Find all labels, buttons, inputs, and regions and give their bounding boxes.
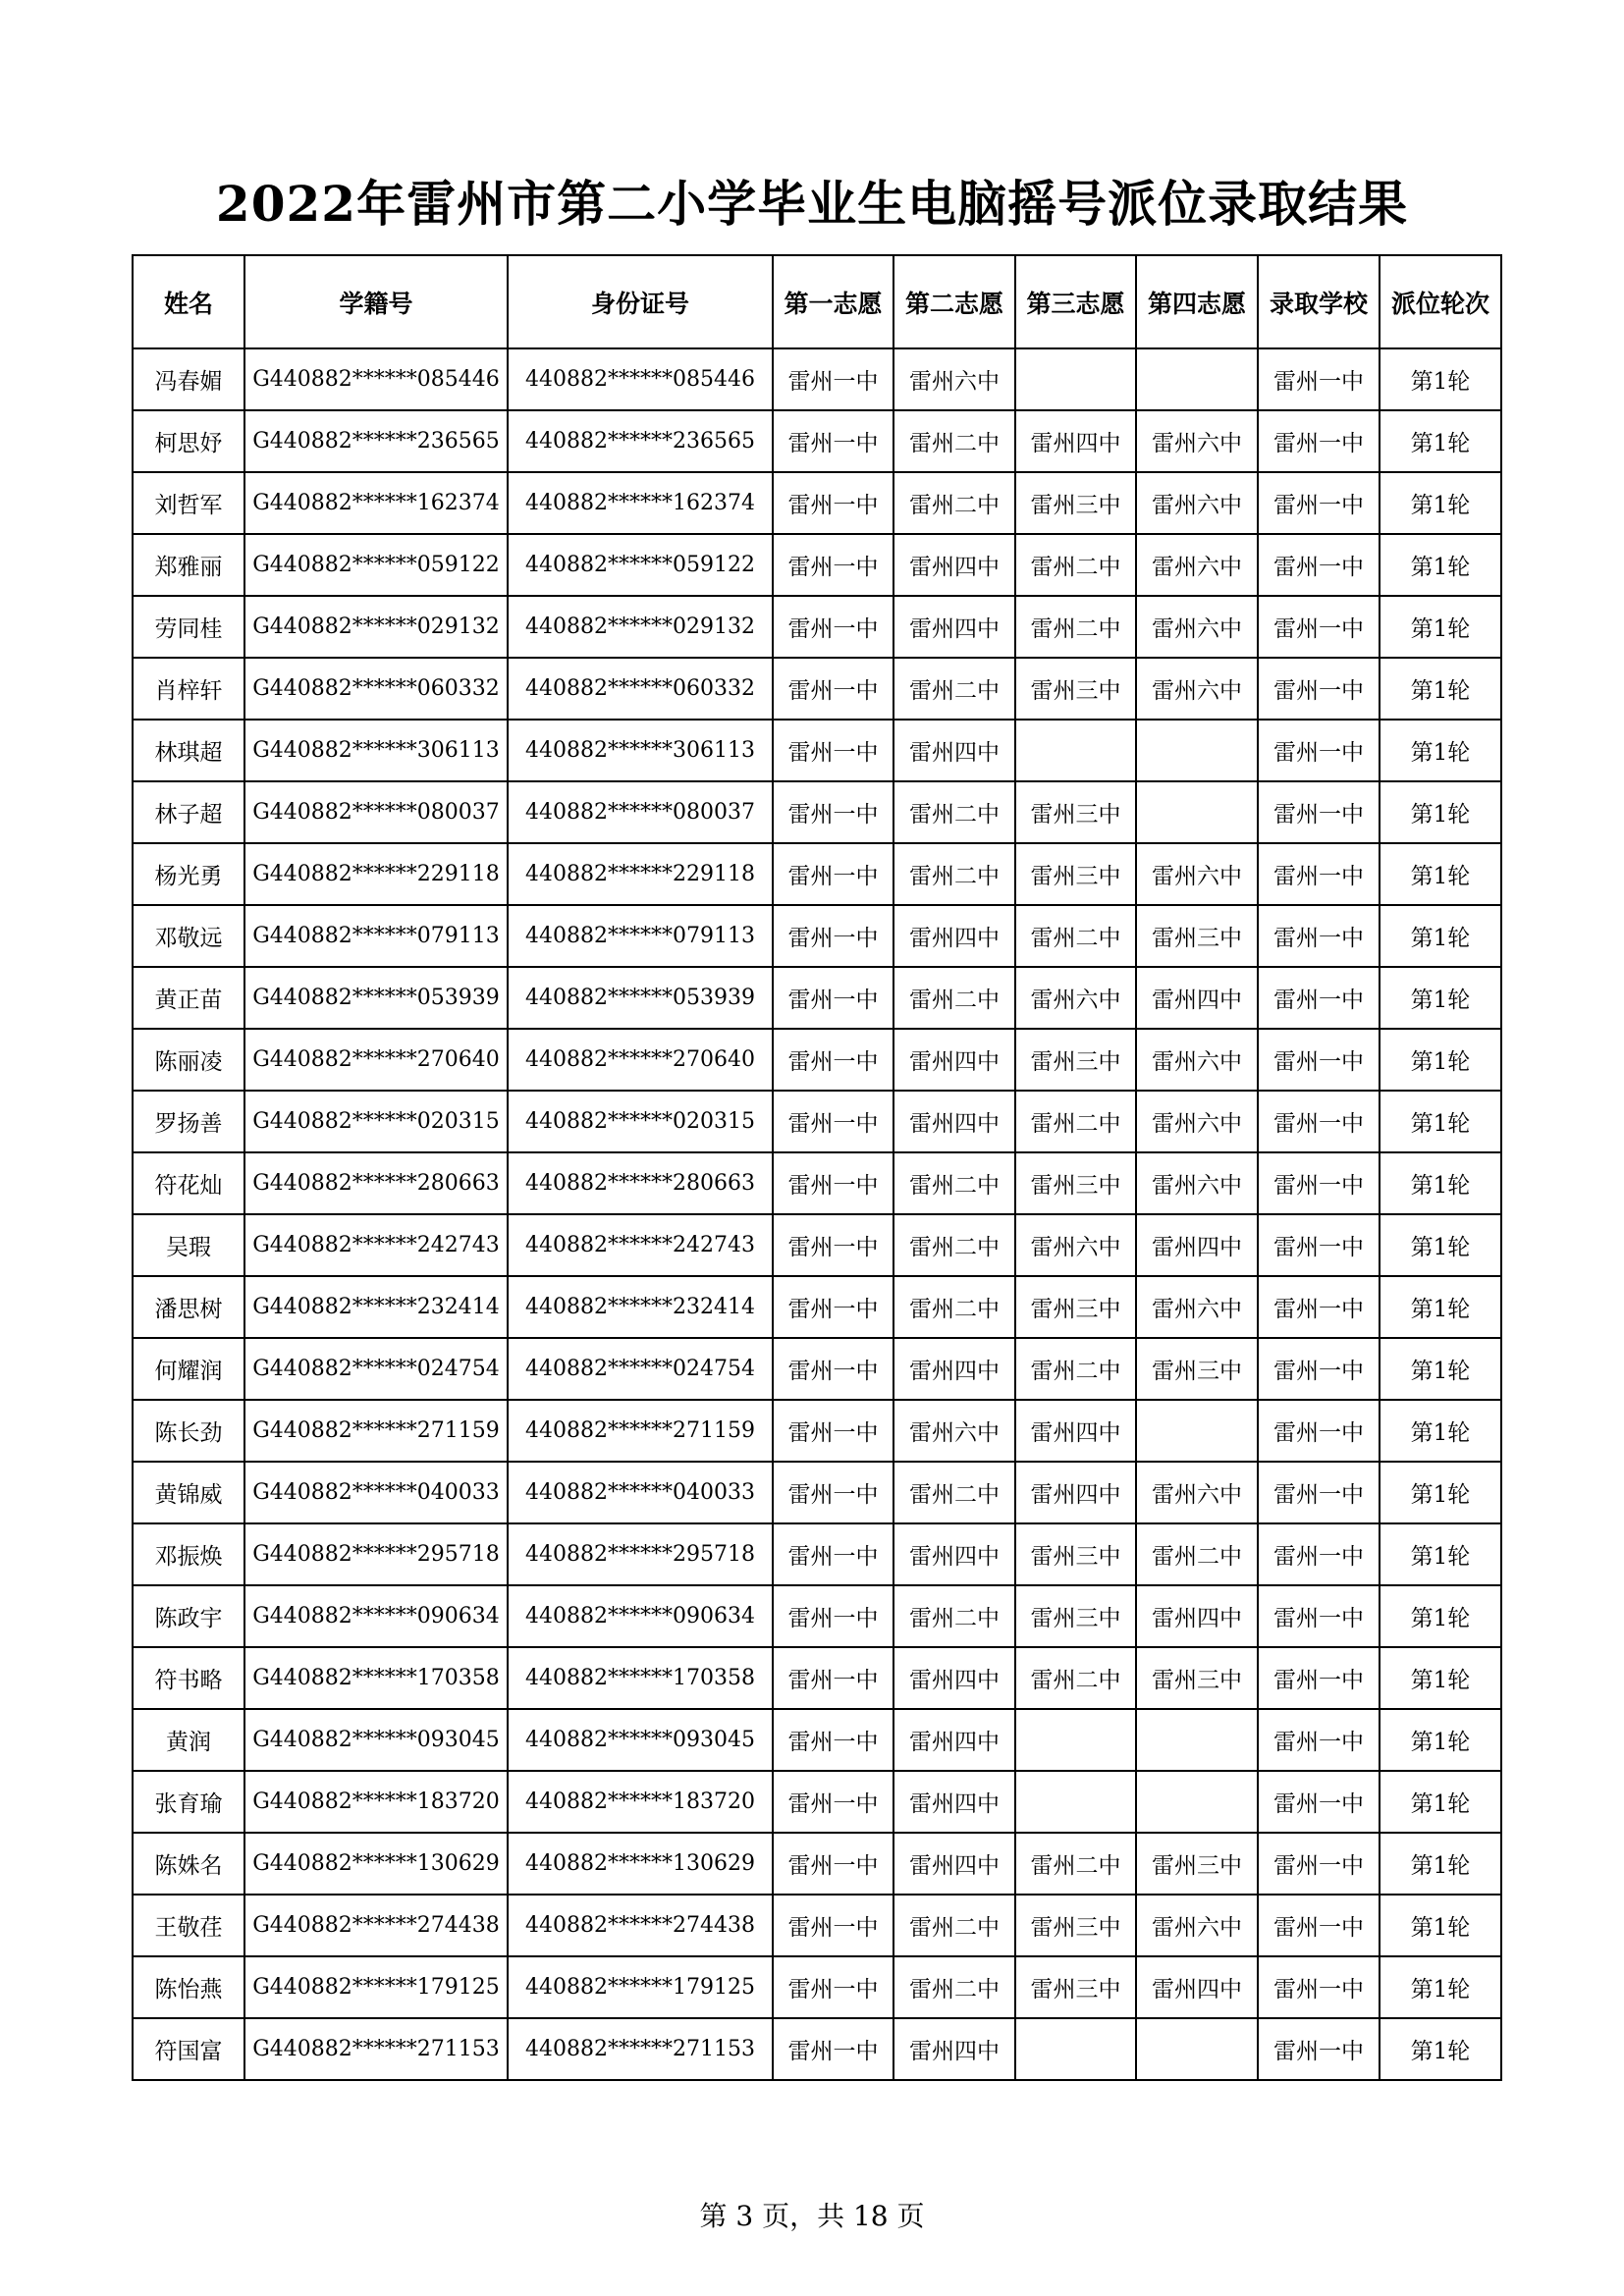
cell-choice-1: 雷州一中: [773, 720, 893, 781]
cell-choice-3: 雷州二中: [1015, 1833, 1136, 1895]
table-row: [133, 720, 1501, 781]
cell-choice-1: 雷州一中: [773, 843, 893, 905]
cell-choice-2: 雷州二中: [893, 781, 1015, 843]
cell-student-id: G440882******093045: [244, 1709, 508, 1771]
cell-student-id: G440882******229118: [244, 843, 508, 905]
table-row: [133, 1091, 1501, 1152]
cell-round: 第1轮: [1380, 1585, 1501, 1647]
cell-student-id: G440882******059122: [244, 534, 508, 596]
cell-choice-4: 雷州六中: [1136, 843, 1258, 905]
cell-choice-4: 雷州二中: [1136, 1523, 1258, 1585]
cell-choice-2: 雷州二中: [893, 1462, 1015, 1523]
cell-round: 第1轮: [1380, 410, 1501, 472]
cell-admitted-school: 雷州一中: [1258, 410, 1380, 472]
table-row: [133, 534, 1501, 596]
cell-student-id: G440882******236565: [244, 410, 508, 472]
cell-choice-2: 雷州二中: [893, 658, 1015, 720]
cell-name: 杨光勇: [133, 843, 244, 905]
cell-student-id: G440882******170358: [244, 1647, 508, 1709]
cell-student-id: G440882******242743: [244, 1214, 508, 1276]
table-body: [133, 348, 1501, 2080]
cell-name: 陈姝名: [133, 1833, 244, 1895]
cell-student-id: G440882******271159: [244, 1400, 508, 1462]
cell-student-id: G440882******090634: [244, 1585, 508, 1647]
cell-choice-2: 雷州二中: [893, 1214, 1015, 1276]
cell-id-card: 440882******080037: [508, 781, 773, 843]
table-row: [133, 1462, 1501, 1523]
table-row: [133, 472, 1501, 534]
page-title: 2022年雷州市第二小学毕业生电脑摇号派位录取结果: [215, 175, 1409, 233]
cell-student-id: G440882******029132: [244, 596, 508, 658]
cell-choice-1: 雷州一中: [773, 905, 893, 967]
cell-choice-1: 雷州一中: [773, 472, 893, 534]
cell-choice-4: 雷州六中: [1136, 596, 1258, 658]
cell-choice-1: 雷州一中: [773, 1029, 893, 1091]
cell-id-card: 440882******295718: [508, 1523, 773, 1585]
table-row: [133, 1276, 1501, 1338]
cell-choice-3: [1015, 2018, 1136, 2080]
cell-admitted-school: 雷州一中: [1258, 905, 1380, 967]
cell-id-card: 440882******183720: [508, 1771, 773, 1833]
cell-id-card: 440882******130629: [508, 1833, 773, 1895]
cell-round: 第1轮: [1380, 1091, 1501, 1152]
cell-round: 第1轮: [1380, 2018, 1501, 2080]
cell-choice-1: 雷州一中: [773, 596, 893, 658]
cell-choice-4: 雷州六中: [1136, 1091, 1258, 1152]
cell-name: 劳同桂: [133, 596, 244, 658]
cell-name: 陈丽凌: [133, 1029, 244, 1091]
header-admitted-school: 录取学校: [1258, 255, 1380, 348]
header-student-id: 学籍号: [244, 255, 508, 348]
cell-round: 第1轮: [1380, 1462, 1501, 1523]
cell-admitted-school: 雷州一中: [1258, 1029, 1380, 1091]
cell-choice-4: 雷州三中: [1136, 1833, 1258, 1895]
cell-id-card: 440882******274438: [508, 1895, 773, 1956]
cell-round: 第1轮: [1380, 1833, 1501, 1895]
cell-choice-1: 雷州一中: [773, 1523, 893, 1585]
cell-name: 符书略: [133, 1647, 244, 1709]
cell-choice-3: [1015, 348, 1136, 410]
table-row: [133, 1214, 1501, 1276]
cell-choice-1: 雷州一中: [773, 1709, 893, 1771]
cell-name: 邓敬远: [133, 905, 244, 967]
cell-choice-2: 雷州二中: [893, 1895, 1015, 1956]
cell-choice-1: 雷州一中: [773, 534, 893, 596]
cell-choice-3: 雷州二中: [1015, 596, 1136, 658]
cell-student-id: G440882******162374: [244, 472, 508, 534]
cell-choice-4: [1136, 1709, 1258, 1771]
table-row: [133, 1029, 1501, 1091]
cell-round: 第1轮: [1380, 905, 1501, 967]
cell-admitted-school: 雷州一中: [1258, 781, 1380, 843]
cell-name: 罗扬善: [133, 1091, 244, 1152]
cell-round: 第1轮: [1380, 534, 1501, 596]
cell-choice-2: 雷州二中: [893, 967, 1015, 1029]
cell-choice-1: 雷州一中: [773, 1152, 893, 1214]
cell-choice-2: 雷州四中: [893, 2018, 1015, 2080]
cell-name: 肖梓轩: [133, 658, 244, 720]
table-row: [133, 596, 1501, 658]
cell-student-id: G440882******079113: [244, 905, 508, 967]
cell-id-card: 440882******242743: [508, 1214, 773, 1276]
cell-name: 柯思妤: [133, 410, 244, 472]
cell-id-card: 440882******053939: [508, 967, 773, 1029]
cell-choice-1: 雷州一中: [773, 1833, 893, 1895]
cell-round: 第1轮: [1380, 1276, 1501, 1338]
cell-choice-3: 雷州三中: [1015, 658, 1136, 720]
cell-admitted-school: 雷州一中: [1258, 1647, 1380, 1709]
cell-admitted-school: 雷州一中: [1258, 1709, 1380, 1771]
cell-admitted-school: 雷州一中: [1258, 1833, 1380, 1895]
cell-student-id: G440882******085446: [244, 348, 508, 410]
cell-choice-1: 雷州一中: [773, 967, 893, 1029]
cell-choice-2: 雷州二中: [893, 1152, 1015, 1214]
table-row: [133, 1585, 1501, 1647]
cell-round: 第1轮: [1380, 1647, 1501, 1709]
cell-admitted-school: 雷州一中: [1258, 534, 1380, 596]
cell-choice-1: 雷州一中: [773, 1647, 893, 1709]
cell-choice-4: 雷州三中: [1136, 905, 1258, 967]
cell-admitted-school: 雷州一中: [1258, 1400, 1380, 1462]
cell-choice-2: 雷州二中: [893, 1956, 1015, 2018]
cell-choice-3: 雷州三中: [1015, 1523, 1136, 1585]
table-row: [133, 1956, 1501, 2018]
cell-admitted-school: 雷州一中: [1258, 1523, 1380, 1585]
cell-name: 刘哲军: [133, 472, 244, 534]
cell-round: 第1轮: [1380, 1709, 1501, 1771]
cell-choice-2: 雷州二中: [893, 1276, 1015, 1338]
cell-choice-3: 雷州三中: [1015, 1276, 1136, 1338]
table-row: [133, 2018, 1501, 2080]
cell-choice-4: 雷州六中: [1136, 658, 1258, 720]
cell-student-id: G440882******040033: [244, 1462, 508, 1523]
cell-choice-4: 雷州六中: [1136, 534, 1258, 596]
cell-student-id: G440882******274438: [244, 1895, 508, 1956]
cell-choice-1: 雷州一中: [773, 1956, 893, 2018]
cell-choice-2: 雷州四中: [893, 596, 1015, 658]
cell-choice-2: 雷州四中: [893, 1771, 1015, 1833]
cell-choice-4: 雷州六中: [1136, 1152, 1258, 1214]
cell-choice-2: 雷州二中: [893, 843, 1015, 905]
cell-admitted-school: 雷州一中: [1258, 596, 1380, 658]
table-row: [133, 1771, 1501, 1833]
cell-id-card: 440882******162374: [508, 472, 773, 534]
cell-id-card: 440882******060332: [508, 658, 773, 720]
cell-admitted-school: 雷州一中: [1258, 1771, 1380, 1833]
cell-id-card: 440882******179125: [508, 1956, 773, 2018]
table-row: [133, 843, 1501, 905]
cell-choice-4: [1136, 1771, 1258, 1833]
cell-name: 潘思树: [133, 1276, 244, 1338]
cell-choice-1: 雷州一中: [773, 781, 893, 843]
cell-choice-1: 雷州一中: [773, 1091, 893, 1152]
cell-choice-1: 雷州一中: [773, 2018, 893, 2080]
cell-name: 黄润: [133, 1709, 244, 1771]
cell-round: 第1轮: [1380, 1338, 1501, 1400]
header-choice-4: 第四志愿: [1136, 255, 1258, 348]
cell-student-id: G440882******295718: [244, 1523, 508, 1585]
table-row: [133, 1709, 1501, 1771]
cell-choice-1: 雷州一中: [773, 1338, 893, 1400]
cell-student-id: G440882******270640: [244, 1029, 508, 1091]
cell-choice-4: 雷州四中: [1136, 1585, 1258, 1647]
cell-choice-2: 雷州四中: [893, 905, 1015, 967]
cell-student-id: G440882******179125: [244, 1956, 508, 2018]
cell-admitted-school: 雷州一中: [1258, 1276, 1380, 1338]
cell-id-card: 440882******079113: [508, 905, 773, 967]
cell-id-card: 440882******170358: [508, 1647, 773, 1709]
cell-choice-2: 雷州二中: [893, 410, 1015, 472]
cell-choice-4: [1136, 348, 1258, 410]
cell-choice-3: 雷州三中: [1015, 1585, 1136, 1647]
cell-choice-4: 雷州六中: [1136, 1029, 1258, 1091]
table-row: [133, 658, 1501, 720]
cell-admitted-school: 雷州一中: [1258, 1214, 1380, 1276]
table-row: [133, 967, 1501, 1029]
cell-choice-1: 雷州一中: [773, 410, 893, 472]
cell-admitted-school: 雷州一中: [1258, 1895, 1380, 1956]
cell-choice-3: 雷州四中: [1015, 1400, 1136, 1462]
cell-name: 王敬荏: [133, 1895, 244, 1956]
cell-id-card: 440882******059122: [508, 534, 773, 596]
table-row: [133, 1833, 1501, 1895]
cell-round: 第1轮: [1380, 658, 1501, 720]
header-choice-1: 第一志愿: [773, 255, 893, 348]
cell-choice-3: 雷州三中: [1015, 843, 1136, 905]
cell-choice-3: 雷州二中: [1015, 534, 1136, 596]
cell-admitted-school: 雷州一中: [1258, 843, 1380, 905]
cell-id-card: 440882******029132: [508, 596, 773, 658]
cell-choice-4: 雷州六中: [1136, 1276, 1258, 1338]
table-row: [133, 1647, 1501, 1709]
cell-choice-4: [1136, 781, 1258, 843]
cell-student-id: G440882******232414: [244, 1276, 508, 1338]
cell-admitted-school: 雷州一中: [1258, 2018, 1380, 2080]
cell-admitted-school: 雷州一中: [1258, 1462, 1380, 1523]
cell-choice-4: 雷州四中: [1136, 1214, 1258, 1276]
admission-results-table: [132, 254, 1502, 2081]
table-row: [133, 1895, 1501, 1956]
cell-choice-2: 雷州四中: [893, 534, 1015, 596]
cell-admitted-school: 雷州一中: [1258, 472, 1380, 534]
cell-id-card: 440882******280663: [508, 1152, 773, 1214]
cell-id-card: 440882******306113: [508, 720, 773, 781]
cell-choice-3: 雷州三中: [1015, 1956, 1136, 2018]
cell-choice-1: 雷州一中: [773, 1276, 893, 1338]
cell-round: 第1轮: [1380, 1895, 1501, 1956]
cell-id-card: 440882******236565: [508, 410, 773, 472]
table-row: [133, 1338, 1501, 1400]
cell-round: 第1轮: [1380, 781, 1501, 843]
cell-choice-3: 雷州三中: [1015, 781, 1136, 843]
cell-admitted-school: 雷州一中: [1258, 1956, 1380, 2018]
cell-id-card: 440882******271153: [508, 2018, 773, 2080]
cell-choice-2: 雷州二中: [893, 472, 1015, 534]
cell-choice-2: 雷州四中: [893, 1091, 1015, 1152]
cell-round: 第1轮: [1380, 472, 1501, 534]
cell-name: 林琪超: [133, 720, 244, 781]
cell-id-card: 440882******040033: [508, 1462, 773, 1523]
header-choice-2: 第二志愿: [893, 255, 1015, 348]
cell-name: 符国富: [133, 2018, 244, 2080]
cell-id-card: 440882******271159: [508, 1400, 773, 1462]
cell-id-card: 440882******270640: [508, 1029, 773, 1091]
cell-choice-2: 雷州四中: [893, 1338, 1015, 1400]
cell-admitted-school: 雷州一中: [1258, 720, 1380, 781]
cell-choice-2: 雷州四中: [893, 1709, 1015, 1771]
cell-name: 吴瑕: [133, 1214, 244, 1276]
cell-name: 邓振焕: [133, 1523, 244, 1585]
cell-choice-1: 雷州一中: [773, 1400, 893, 1462]
cell-choice-4: 雷州四中: [1136, 1956, 1258, 2018]
cell-round: 第1轮: [1380, 1400, 1501, 1462]
cell-admitted-school: 雷州一中: [1258, 348, 1380, 410]
cell-choice-3: 雷州六中: [1015, 1214, 1136, 1276]
cell-admitted-school: 雷州一中: [1258, 1338, 1380, 1400]
cell-choice-3: 雷州六中: [1015, 967, 1136, 1029]
cell-admitted-school: 雷州一中: [1258, 967, 1380, 1029]
cell-name: 黄正苗: [133, 967, 244, 1029]
cell-id-card: 440882******085446: [508, 348, 773, 410]
cell-choice-3: 雷州二中: [1015, 1091, 1136, 1152]
cell-choice-4: [1136, 2018, 1258, 2080]
cell-name: 陈长劲: [133, 1400, 244, 1462]
cell-choice-1: 雷州一中: [773, 348, 893, 410]
table-header-row: [133, 255, 1501, 348]
cell-choice-4: 雷州三中: [1136, 1647, 1258, 1709]
cell-choice-3: 雷州三中: [1015, 472, 1136, 534]
cell-student-id: G440882******024754: [244, 1338, 508, 1400]
cell-choice-4: 雷州六中: [1136, 1895, 1258, 1956]
cell-admitted-school: 雷州一中: [1258, 1152, 1380, 1214]
cell-round: 第1轮: [1380, 1956, 1501, 2018]
table-row: [133, 1400, 1501, 1462]
cell-choice-3: 雷州四中: [1015, 410, 1136, 472]
cell-choice-1: 雷州一中: [773, 1895, 893, 1956]
cell-choice-2: 雷州四中: [893, 720, 1015, 781]
cell-round: 第1轮: [1380, 1152, 1501, 1214]
cell-choice-2: 雷州六中: [893, 348, 1015, 410]
cell-student-id: G440882******060332: [244, 658, 508, 720]
cell-student-id: G440882******183720: [244, 1771, 508, 1833]
cell-choice-3: 雷州二中: [1015, 1338, 1136, 1400]
cell-round: 第1轮: [1380, 1214, 1501, 1276]
table-row: [133, 410, 1501, 472]
cell-choice-4: 雷州四中: [1136, 967, 1258, 1029]
cell-round: 第1轮: [1380, 1771, 1501, 1833]
cell-choice-2: 雷州四中: [893, 1833, 1015, 1895]
cell-choice-2: 雷州四中: [893, 1523, 1015, 1585]
cell-choice-1: 雷州一中: [773, 658, 893, 720]
cell-id-card: 440882******090634: [508, 1585, 773, 1647]
table-row: [133, 781, 1501, 843]
header-round: 派位轮次: [1380, 255, 1501, 348]
cell-choice-4: 雷州六中: [1136, 472, 1258, 534]
cell-id-card: 440882******232414: [508, 1276, 773, 1338]
cell-name: 冯春媚: [133, 348, 244, 410]
cell-name: 郑雅丽: [133, 534, 244, 596]
cell-choice-3: [1015, 1771, 1136, 1833]
cell-student-id: G440882******130629: [244, 1833, 508, 1895]
cell-student-id: G440882******080037: [244, 781, 508, 843]
cell-round: 第1轮: [1380, 596, 1501, 658]
cell-id-card: 440882******229118: [508, 843, 773, 905]
cell-choice-4: [1136, 720, 1258, 781]
cell-name: 陈怡燕: [133, 1956, 244, 2018]
cell-name: 林子超: [133, 781, 244, 843]
cell-choice-3: 雷州三中: [1015, 1029, 1136, 1091]
cell-admitted-school: 雷州一中: [1258, 658, 1380, 720]
header-id-card: 身份证号: [508, 255, 773, 348]
cell-choice-3: 雷州三中: [1015, 1152, 1136, 1214]
table-row: [133, 1523, 1501, 1585]
cell-student-id: G440882******020315: [244, 1091, 508, 1152]
cell-choice-1: 雷州一中: [773, 1585, 893, 1647]
cell-choice-4: 雷州六中: [1136, 410, 1258, 472]
cell-choice-3: 雷州四中: [1015, 1462, 1136, 1523]
cell-choice-3: [1015, 1709, 1136, 1771]
cell-admitted-school: 雷州一中: [1258, 1091, 1380, 1152]
cell-choice-3: [1015, 720, 1136, 781]
table-row: [133, 1152, 1501, 1214]
cell-choice-1: 雷州一中: [773, 1771, 893, 1833]
cell-round: 第1轮: [1380, 1029, 1501, 1091]
table-row: [133, 905, 1501, 967]
cell-choice-3: 雷州三中: [1015, 1895, 1136, 1956]
cell-id-card: 440882******093045: [508, 1709, 773, 1771]
cell-choice-4: [1136, 1400, 1258, 1462]
table-row: [133, 348, 1501, 410]
cell-name: 何耀润: [133, 1338, 244, 1400]
cell-student-id: G440882******053939: [244, 967, 508, 1029]
cell-choice-3: 雷州二中: [1015, 1647, 1136, 1709]
cell-name: 张育瑜: [133, 1771, 244, 1833]
cell-admitted-school: 雷州一中: [1258, 1585, 1380, 1647]
cell-name: 符花灿: [133, 1152, 244, 1214]
cell-choice-1: 雷州一中: [773, 1214, 893, 1276]
cell-round: 第1轮: [1380, 348, 1501, 410]
cell-name: 黄锦威: [133, 1462, 244, 1523]
cell-round: 第1轮: [1380, 843, 1501, 905]
cell-choice-4: 雷州三中: [1136, 1338, 1258, 1400]
cell-choice-2: 雷州二中: [893, 1585, 1015, 1647]
page-footer: 第 3 页，共 18 页: [699, 2200, 925, 2232]
cell-choice-2: 雷州四中: [893, 1029, 1015, 1091]
cell-choice-1: 雷州一中: [773, 1462, 893, 1523]
cell-choice-4: 雷州六中: [1136, 1462, 1258, 1523]
cell-student-id: G440882******280663: [244, 1152, 508, 1214]
cell-round: 第1轮: [1380, 967, 1501, 1029]
cell-id-card: 440882******020315: [508, 1091, 773, 1152]
cell-round: 第1轮: [1380, 720, 1501, 781]
cell-choice-2: 雷州四中: [893, 1647, 1015, 1709]
header-name: 姓名: [133, 255, 244, 348]
header-choice-3: 第三志愿: [1015, 255, 1136, 348]
cell-choice-3: 雷州二中: [1015, 905, 1136, 967]
cell-id-card: 440882******024754: [508, 1338, 773, 1400]
cell-student-id: G440882******306113: [244, 720, 508, 781]
cell-choice-2: 雷州六中: [893, 1400, 1015, 1462]
cell-round: 第1轮: [1380, 1523, 1501, 1585]
cell-name: 陈政宇: [133, 1585, 244, 1647]
cell-student-id: G440882******271153: [244, 2018, 508, 2080]
